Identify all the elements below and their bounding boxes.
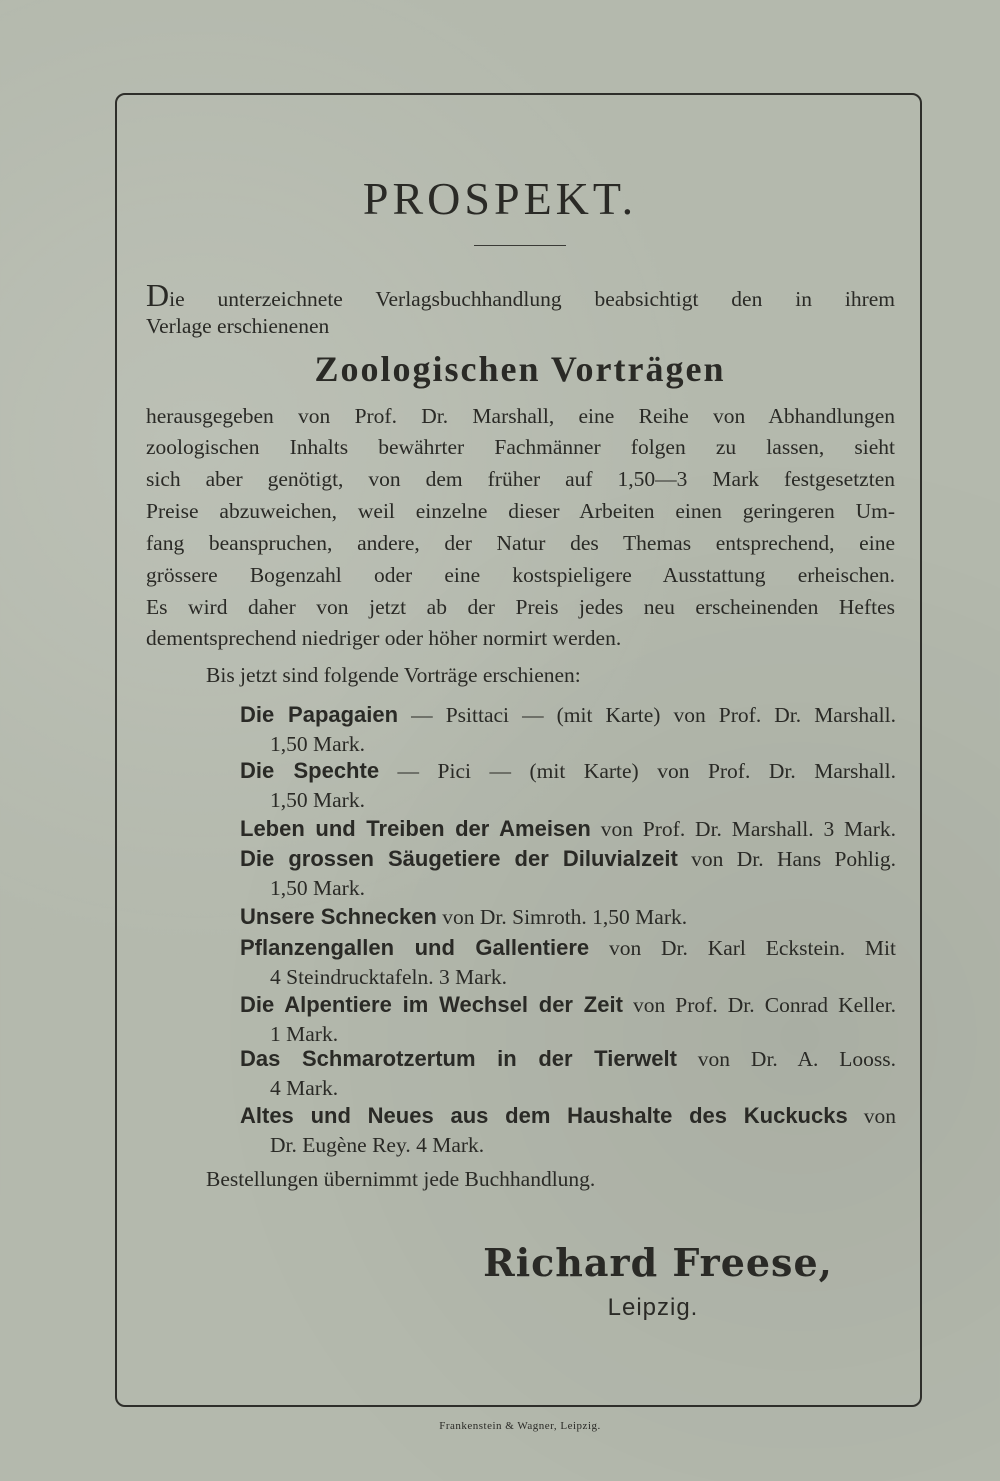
body-line: zoologischen Inhalts bewährter Fachmänner folgen zu lassen, sieht bbox=[146, 435, 895, 459]
dropcap: D bbox=[146, 277, 170, 313]
publisher-name: Richard Freese, bbox=[483, 1240, 833, 1285]
list-item bbox=[240, 1101, 896, 1160]
entry-title: Die Spechte bbox=[240, 758, 380, 783]
printer-imprint: Frankenstein & Wagner, Leipzig. bbox=[439, 1420, 601, 1432]
page-title: PROSPEKT. bbox=[362, 173, 638, 224]
entry-title: Leben und Treiben der Ameisen bbox=[240, 816, 591, 841]
title-rule bbox=[474, 245, 566, 246]
list-item bbox=[240, 844, 896, 903]
body-line: fang beanspruchen, andere, der Natur des Themas entsprechend, eine bbox=[146, 531, 895, 555]
list-item bbox=[240, 700, 896, 759]
series-title: Zoologischen Vorträgen bbox=[314, 349, 726, 389]
body-line: grössere Bogenzahl oder eine kostspieligere Ausstattung erheischen. bbox=[146, 563, 895, 587]
entry-rest: von Dr. Simroth. 1,50 Mark. bbox=[436, 905, 688, 929]
list-item bbox=[240, 814, 896, 844]
entry-title: Die grossen Säugetiere der Diluvialzeit bbox=[240, 846, 678, 871]
list-item bbox=[240, 756, 896, 815]
entry-rest: von Dr. Karl Eckstein. Mit bbox=[589, 936, 896, 960]
entry-rest: von Prof. Dr. Marshall. 3 Mark. bbox=[590, 817, 896, 841]
order-note: Bestellungen übernimmt jede Buchhandlung. bbox=[206, 1167, 596, 1191]
entry-price: 1,50 Mark. bbox=[270, 788, 365, 812]
entry-price: Dr. Eugène Rey. 4 Mark. bbox=[270, 1133, 485, 1157]
body-line: dementsprechend niedriger oder höher normirt werden. bbox=[146, 626, 622, 650]
body-line: Es wird daher von jetzt ab der Preis jedes neu erscheinenden Heftes bbox=[146, 595, 895, 619]
entry-rest: — Pici — (mit Karte) von Prof. Dr. Marshall. bbox=[379, 759, 897, 783]
intro-text-1: ie unterzeichnete Verlagsbuchhandlung beabsichtigt den in ihrem bbox=[169, 287, 895, 311]
entry-title: Das Schmarotzertum in der Tierwelt bbox=[240, 1046, 677, 1071]
entry-title: Die Papagaien bbox=[240, 702, 399, 727]
entry-title: Unsere Schnecken bbox=[240, 904, 437, 929]
entry-price: 1,50 Mark. bbox=[270, 732, 365, 756]
entry-rest: von Prof. Dr. Conrad Keller. bbox=[622, 993, 896, 1017]
entry-price: 1,50 Mark. bbox=[270, 876, 365, 900]
entry-price: 1 Mark. bbox=[270, 1022, 339, 1046]
list-item bbox=[240, 902, 896, 932]
entry-rest: von Dr. Hans Pohlig. bbox=[677, 847, 897, 871]
entry-rest: von Dr. A. Looss. bbox=[676, 1047, 896, 1071]
entry-price: 4 Mark. bbox=[270, 1076, 339, 1100]
entry-title: Pflanzengallen und Gallentiere bbox=[240, 935, 590, 960]
publisher-city: Leipzig. bbox=[607, 1294, 699, 1321]
entry-rest: — Psittaci — (mit Karte) von Prof. Dr. Marshall. bbox=[398, 703, 896, 727]
intro-line-1 bbox=[146, 277, 895, 315]
body-line: herausgegeben von Prof. Dr. Marshall, eine Reihe von Abhandlungen bbox=[146, 404, 895, 428]
entry-title: Altes und Neues aus dem Haushalte des Kuckucks bbox=[240, 1103, 848, 1128]
entry-rest: von bbox=[847, 1104, 897, 1128]
list-item bbox=[240, 990, 896, 1049]
list-intro: Bis jetzt sind folgende Vorträge erschienen: bbox=[206, 663, 581, 687]
intro-line-2: Verlage erschienenen bbox=[146, 314, 330, 338]
body-line: sich aber genötigt, von dem früher auf 1,50—3 Mark festgesetzten bbox=[146, 467, 895, 491]
list-item bbox=[240, 933, 896, 992]
list-item bbox=[240, 1044, 896, 1103]
entry-price: 4 Steindrucktafeln. 3 Mark. bbox=[270, 965, 508, 989]
entry-title: Die Alpentiere im Wechsel der Zeit bbox=[240, 992, 623, 1017]
body-line: Preise abzuweichen, weil einzelne dieser Arbeiten einen geringeren Um- bbox=[146, 499, 895, 523]
